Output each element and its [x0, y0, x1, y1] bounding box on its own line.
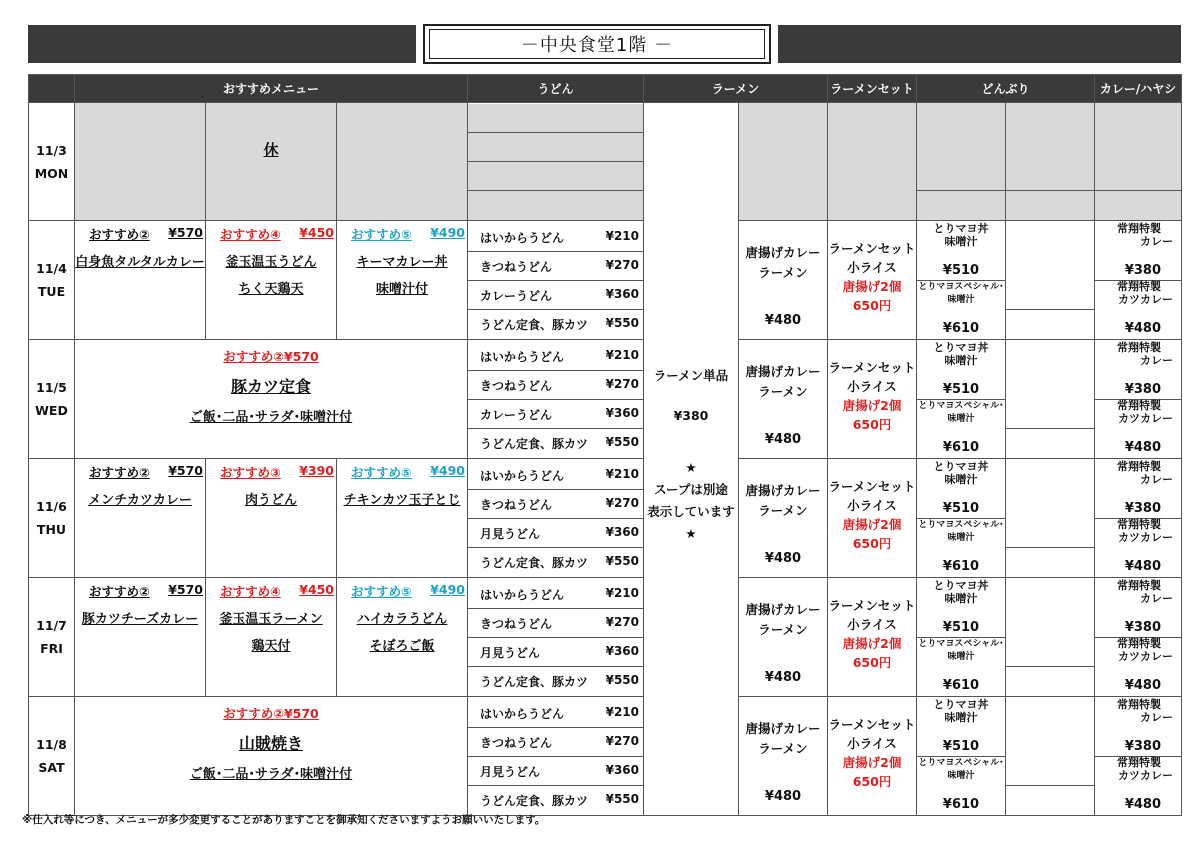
udon-list — [468, 221, 644, 340]
ramen-name: ラーメン単品 — [653, 368, 729, 383]
ramen-set-l1: ラーメンセット — [828, 241, 916, 256]
day-dow: THU — [36, 522, 67, 537]
udon-item — [468, 667, 643, 695]
recommend-tag: おすすめ② — [89, 465, 150, 480]
curry-a-name: 常翔特製 — [1117, 221, 1162, 235]
donburi-b-price: ¥610 — [942, 320, 980, 336]
curry-b-sub: カツカレー — [1118, 411, 1174, 425]
recommend-sub: そぼろご飯 — [369, 639, 435, 654]
donburi-empty — [1006, 340, 1095, 459]
donburi-empty — [1006, 697, 1095, 816]
udon-price: ¥210 — [605, 585, 639, 600]
ramen-set-l2: 小ライス — [847, 736, 897, 751]
day-date: 11/3 — [36, 142, 67, 158]
udon-list — [468, 697, 644, 816]
donburi-a-sub: 味噌汁 — [944, 472, 978, 486]
udon-item — [468, 429, 643, 457]
donburi-a-sub: 味噌汁 — [944, 353, 978, 367]
donburi-empty — [1006, 578, 1095, 697]
donburi-a-sub: 味噌汁 — [944, 710, 978, 724]
curry-b-sub: カツカレー — [1118, 530, 1174, 544]
ramen-set-l4: 650円 — [852, 298, 892, 313]
udon-item — [468, 548, 643, 576]
header-ramen: ラーメン — [644, 75, 828, 103]
donburi-a-name: とりマヨ丼 — [933, 697, 989, 711]
ramen-set-l4: 650円 — [852, 417, 892, 432]
ramen-set-l2: 小ライス — [847, 379, 897, 394]
udon-item — [468, 281, 643, 310]
udon-price: ¥270 — [605, 376, 639, 391]
ramen-price: ¥380 — [673, 408, 709, 423]
ramen-single — [644, 103, 739, 816]
udon-item — [468, 400, 643, 429]
closed-rec-2 — [206, 103, 337, 221]
menu-table — [28, 74, 1182, 816]
donburi-empty — [1006, 459, 1095, 578]
donburi-a-price: ¥510 — [942, 500, 980, 516]
udon-price: ¥550 — [605, 791, 639, 806]
ramen-curry-l1: 唐揚げカレー — [745, 721, 821, 736]
closed-udon — [468, 103, 644, 221]
udon-name: はいからうどん — [480, 587, 565, 602]
donburi-b-sub: 味噌汁 — [947, 532, 975, 543]
ramen-curry-price: ¥480 — [764, 432, 802, 447]
curry-b-price: ¥480 — [1124, 558, 1162, 574]
udon-item — [468, 490, 643, 519]
curry-cell — [1095, 221, 1182, 340]
corner-cell — [29, 75, 75, 103]
curry-a-price: ¥380 — [1124, 381, 1162, 397]
ramen-curry-l2: ラーメン — [758, 622, 808, 637]
recommend-name: ハイカラうどん — [356, 612, 448, 627]
recommend-price: ¥490 — [430, 582, 465, 597]
donburi-cell — [917, 578, 1006, 697]
donburi-b-name: とりマヨスペシャル･ — [918, 400, 1004, 411]
udon-item — [468, 638, 643, 667]
recommend-name: 白身魚タルタルカレー — [75, 255, 205, 270]
day-cell — [29, 340, 75, 459]
recommend-tag: おすすめ② — [89, 584, 150, 599]
udon-name: きつねうどん — [480, 735, 553, 750]
udon-price: ¥270 — [605, 257, 639, 272]
curry-a-name: 常翔特製 — [1117, 340, 1162, 354]
ramen-set — [828, 697, 917, 816]
donburi-a-price: ¥510 — [942, 738, 980, 754]
curry-a-name: 常翔特製 — [1117, 578, 1162, 592]
udon-item — [468, 728, 643, 757]
closed-ramen-set — [828, 103, 917, 221]
donburi-a-name: とりマヨ丼 — [933, 459, 989, 473]
ramen-set-l3: 唐揚げ2個 — [842, 636, 902, 651]
udon-price: ¥360 — [605, 286, 639, 301]
recommend-name: 釜玉温玉うどん — [225, 255, 317, 270]
header-bar-right — [778, 25, 1181, 63]
donburi-b-price: ¥610 — [942, 677, 980, 693]
header-ramen-set: ラーメンセット — [828, 75, 917, 103]
udon-name: うどん定食、豚カツ — [480, 555, 589, 570]
ramen-curry-l1: 唐揚げカレー — [745, 602, 821, 617]
ramen-set-l1: ラーメンセット — [828, 360, 916, 375]
curry-b-sub: カツカレー — [1118, 292, 1174, 306]
recommend-name: メンチカツカレー — [88, 493, 192, 508]
udon-name: きつねうどん — [480, 378, 553, 393]
donburi-b-name: とりマヨスペシャル･ — [918, 281, 1004, 292]
ramen-set-l3: 唐揚げ2個 — [842, 755, 902, 770]
udon-price: ¥550 — [605, 672, 639, 687]
recommend-item — [206, 578, 337, 697]
udon-price: ¥270 — [605, 495, 639, 510]
day-cell-closed — [29, 103, 75, 221]
curry-b-price: ¥480 — [1124, 439, 1162, 455]
udon-name: きつねうどん — [480, 497, 553, 512]
ramen-curry-price: ¥480 — [764, 313, 802, 328]
udon-name: 月見うどん — [480, 645, 541, 660]
donburi-b-price: ¥610 — [942, 796, 980, 812]
recommend-sub: 鶏天付 — [251, 639, 291, 654]
donburi-a-sub: 味噌汁 — [944, 591, 978, 605]
udon-name: 月見うどん — [480, 526, 541, 541]
header-donburi: どんぶり — [917, 75, 1095, 103]
udon-name: うどん定食、豚カツ — [480, 436, 589, 451]
udon-name: うどん定食、豚カツ — [480, 793, 589, 808]
udon-price: ¥360 — [605, 762, 639, 777]
curry-b-name: 常翔特製 — [1117, 398, 1162, 412]
donburi-cell — [917, 459, 1006, 578]
ramen-set-l1: ラーメンセット — [828, 598, 916, 613]
ramen-curry-l1: 唐揚げカレー — [745, 483, 821, 498]
closed-rec-3 — [337, 103, 468, 221]
curry-b-price: ¥480 — [1124, 796, 1162, 812]
page-title: －中央食堂1階 － — [429, 29, 765, 59]
ramen-set-l3: 唐揚げ2個 — [842, 398, 902, 413]
udon-item — [468, 252, 643, 281]
udon-name: はいからうどん — [480, 468, 565, 483]
curry-cell — [1095, 340, 1182, 459]
ramen-curry-price: ¥480 — [764, 789, 802, 804]
udon-list — [468, 459, 644, 578]
ramen-set-l4: 650円 — [852, 536, 892, 551]
donburi-b-sub: 味噌汁 — [947, 294, 975, 305]
udon-price: ¥550 — [605, 315, 639, 330]
udon-item — [468, 519, 643, 548]
ramen-set-l2: 小ライス — [847, 260, 897, 275]
day-dow: MON — [34, 165, 69, 181]
ramen-set — [828, 340, 917, 459]
recommend-item — [75, 221, 206, 340]
donburi-b-sub: 味噌汁 — [947, 413, 975, 424]
udon-item — [468, 580, 643, 609]
closed-donburi-1 — [917, 103, 1006, 221]
ramen-set-l4: 650円 — [852, 655, 892, 670]
udon-price: ¥360 — [605, 524, 639, 539]
recommend-sub: ご飯･二品･サラダ･味噌汁付 — [189, 410, 353, 425]
curry-a-sub: カレー — [1140, 591, 1174, 605]
curry-b-sub: カツカレー — [1118, 768, 1174, 782]
header-curry: カレー/ハヤシ — [1095, 75, 1182, 103]
ramen-set-l1: ラーメンセット — [828, 717, 916, 732]
udon-list — [468, 340, 644, 459]
day-cell — [29, 578, 75, 697]
star-icon: ★ — [685, 526, 697, 541]
udon-item — [468, 223, 643, 252]
udon-name: カレーうどん — [480, 288, 553, 303]
recommend-price: ¥450 — [299, 225, 334, 240]
day-dow: SAT — [38, 760, 65, 775]
day-date: 11/4 — [36, 261, 67, 276]
ramen-note2: 表示しています — [647, 504, 735, 519]
ramen-set — [828, 221, 917, 340]
ramen-curry-price: ¥480 — [764, 551, 802, 566]
ramen-curry-l2: ラーメン — [758, 265, 808, 280]
curry-b-name: 常翔特製 — [1117, 517, 1162, 531]
recommend-item — [206, 459, 337, 578]
ramen-set — [828, 459, 917, 578]
ramen-curry — [739, 459, 828, 578]
recommend-item — [75, 578, 206, 697]
udon-price: ¥360 — [605, 405, 639, 420]
ramen-curry — [739, 578, 828, 697]
recommend-tag: おすすめ④ — [220, 584, 281, 599]
curry-a-name: 常翔特製 — [1117, 459, 1162, 473]
recommend-sub: ご飯･二品･サラダ･味噌汁付 — [189, 767, 353, 782]
donburi-a-sub: 味噌汁 — [944, 234, 978, 248]
curry-a-sub: カレー — [1140, 472, 1174, 486]
donburi-cell — [917, 340, 1006, 459]
udon-price: ¥210 — [605, 466, 639, 481]
recommend-main: 山賊焼き — [238, 734, 303, 753]
udon-name: うどん定食、豚カツ — [480, 674, 589, 689]
donburi-a-price: ¥510 — [942, 381, 980, 397]
recommend-name: 豚カツチーズカレー — [81, 612, 199, 627]
udon-price: ¥210 — [605, 228, 639, 243]
udon-list — [468, 578, 644, 697]
recommend-item — [75, 459, 206, 578]
donburi-b-sub: 味噌汁 — [947, 770, 975, 781]
udon-item — [468, 342, 643, 371]
day-cell — [29, 221, 75, 340]
ramen-set-l3: 唐揚げ2個 — [842, 517, 902, 532]
curry-a-name: 常翔特製 — [1117, 697, 1162, 711]
udon-price: ¥360 — [605, 643, 639, 658]
udon-name: きつねうどん — [480, 616, 553, 631]
curry-b-sub: カツカレー — [1118, 649, 1174, 663]
star-icon: ★ — [685, 460, 697, 475]
curry-b-price: ¥480 — [1124, 677, 1162, 693]
recommend-tag: おすすめ② — [89, 227, 150, 242]
recommend-sub: ちく天鶏天 — [238, 282, 304, 297]
curry-a-sub: カレー — [1140, 710, 1174, 724]
ramen-set — [828, 578, 917, 697]
recommend-price: ¥490 — [430, 225, 465, 240]
donburi-a-name: とりマヨ丼 — [933, 340, 989, 354]
day-cell — [29, 459, 75, 578]
header-bar-left — [28, 25, 416, 63]
footnote: ※仕入れ等につき、メニューが多少変更することがありますことを御承知くださいますようお願いいたします。 — [22, 814, 546, 826]
donburi-b-name: とりマヨスペシャル･ — [918, 638, 1004, 649]
udon-item — [468, 609, 643, 638]
recommend-tag: おすすめ④ — [220, 227, 281, 242]
recommend-tag: おすすめ⑤ — [351, 584, 412, 599]
udon-item — [468, 699, 643, 728]
donburi-cell — [917, 221, 1006, 340]
udon-price: ¥270 — [605, 614, 639, 629]
ramen-curry-l1: 唐揚げカレー — [745, 364, 821, 379]
donburi-a-name: とりマヨ丼 — [933, 578, 989, 592]
ramen-curry-l2: ラーメン — [758, 741, 808, 756]
recommend-item — [337, 459, 468, 578]
recommend-price: ¥390 — [299, 463, 334, 478]
day-date: 11/8 — [36, 737, 67, 752]
recommend-price: ¥570 — [168, 225, 203, 240]
recommend-tag: おすすめ②¥570 — [223, 706, 319, 721]
curry-b-price: ¥480 — [1124, 320, 1162, 336]
udon-price: ¥210 — [605, 347, 639, 362]
recommend-name: チキンカツ玉子とじ — [343, 493, 461, 508]
closed-label: 休 — [263, 141, 279, 159]
donburi-empty — [1006, 221, 1095, 340]
donburi-b-name: とりマヨスペシャル･ — [918, 519, 1004, 530]
recommend-full — [75, 697, 468, 816]
curry-a-price: ¥380 — [1124, 500, 1162, 516]
udon-name: はいからうどん — [480, 230, 565, 245]
ramen-curry — [739, 221, 828, 340]
donburi-a-price: ¥510 — [942, 619, 980, 635]
header-udon: うどん — [468, 75, 644, 103]
recommend-item — [337, 221, 468, 340]
recommend-tag: おすすめ③ — [220, 465, 281, 480]
closed-ramen-curry — [739, 103, 828, 221]
recommend-item — [337, 578, 468, 697]
ramen-curry-l2: ラーメン — [758, 503, 808, 518]
recommend-tag: おすすめ⑤ — [351, 227, 412, 242]
day-date: 11/7 — [36, 618, 67, 633]
udon-name: きつねうどん — [480, 259, 553, 274]
curry-a-price: ¥380 — [1124, 738, 1162, 754]
title-box — [423, 24, 771, 64]
udon-price: ¥210 — [605, 704, 639, 719]
day-cell — [29, 697, 75, 816]
donburi-a-price: ¥510 — [942, 262, 980, 278]
ramen-set-l2: 小ライス — [847, 617, 897, 632]
curry-b-name: 常翔特製 — [1117, 279, 1162, 293]
donburi-a-name: とりマヨ丼 — [933, 221, 989, 235]
recommend-name: キーマカレー丼 — [356, 255, 448, 270]
recommend-name: 肉うどん — [244, 493, 297, 508]
udon-name: うどん定食、豚カツ — [480, 317, 589, 332]
ramen-note1: スープは別途 — [654, 482, 728, 497]
day-dow: FRI — [40, 641, 63, 656]
udon-price: ¥550 — [605, 434, 639, 449]
ramen-set-l3: 唐揚げ2個 — [842, 279, 902, 294]
day-date: 11/5 — [36, 380, 67, 395]
curry-cell — [1095, 459, 1182, 578]
udon-item — [468, 786, 643, 814]
ramen-set-l2: 小ライス — [847, 498, 897, 513]
closed-curry — [1095, 103, 1182, 221]
day-dow: WED — [35, 403, 68, 418]
donburi-b-price: ¥610 — [942, 558, 980, 574]
recommend-name: 釜玉温玉ラーメン — [219, 612, 323, 627]
donburi-cell — [917, 697, 1006, 816]
header-recommend: おすすめメニュー — [75, 75, 468, 103]
udon-name: はいからうどん — [480, 349, 565, 364]
ramen-set-l4: 650円 — [852, 774, 892, 789]
ramen-curry — [739, 340, 828, 459]
recommend-main: 豚カツ定食 — [230, 377, 311, 396]
closed-donburi-2 — [1006, 103, 1095, 221]
donburi-b-price: ¥610 — [942, 439, 980, 455]
curry-b-name: 常翔特製 — [1117, 755, 1162, 769]
udon-price: ¥550 — [605, 553, 639, 568]
recommend-price: ¥570 — [168, 463, 203, 478]
udon-item — [468, 757, 643, 786]
day-date: 11/6 — [36, 499, 67, 514]
udon-item — [468, 371, 643, 400]
recommend-full — [75, 340, 468, 459]
recommend-price: ¥570 — [168, 582, 203, 597]
curry-cell — [1095, 697, 1182, 816]
recommend-sub: 味噌汁付 — [375, 282, 428, 297]
udon-name: 月見うどん — [480, 764, 541, 779]
curry-a-price: ¥380 — [1124, 619, 1162, 635]
recommend-tag: おすすめ②¥570 — [223, 349, 319, 364]
recommend-price: ¥490 — [430, 463, 465, 478]
recommend-tag: おすすめ⑤ — [351, 465, 412, 480]
ramen-curry-price: ¥480 — [764, 670, 802, 685]
recommend-item — [206, 221, 337, 340]
ramen-curry — [739, 697, 828, 816]
closed-rec-1 — [75, 103, 206, 221]
curry-a-sub: カレー — [1140, 353, 1174, 367]
donburi-b-name: とりマヨスペシャル･ — [918, 757, 1004, 768]
udon-item — [468, 461, 643, 490]
recommend-price: ¥450 — [299, 582, 334, 597]
ramen-curry-l1: 唐揚げカレー — [745, 245, 821, 260]
ramen-curry-l2: ラーメン — [758, 384, 808, 399]
udon-item — [468, 310, 643, 338]
curry-a-sub: カレー — [1140, 234, 1174, 248]
curry-b-name: 常翔特製 — [1117, 636, 1162, 650]
curry-a-price: ¥380 — [1124, 262, 1162, 278]
donburi-b-sub: 味噌汁 — [947, 651, 975, 662]
curry-cell — [1095, 578, 1182, 697]
ramen-set-l1: ラーメンセット — [828, 479, 916, 494]
udon-name: はいからうどん — [480, 706, 565, 721]
day-dow: TUE — [37, 284, 66, 299]
udon-price: ¥270 — [605, 733, 639, 748]
udon-name: カレーうどん — [480, 407, 553, 422]
